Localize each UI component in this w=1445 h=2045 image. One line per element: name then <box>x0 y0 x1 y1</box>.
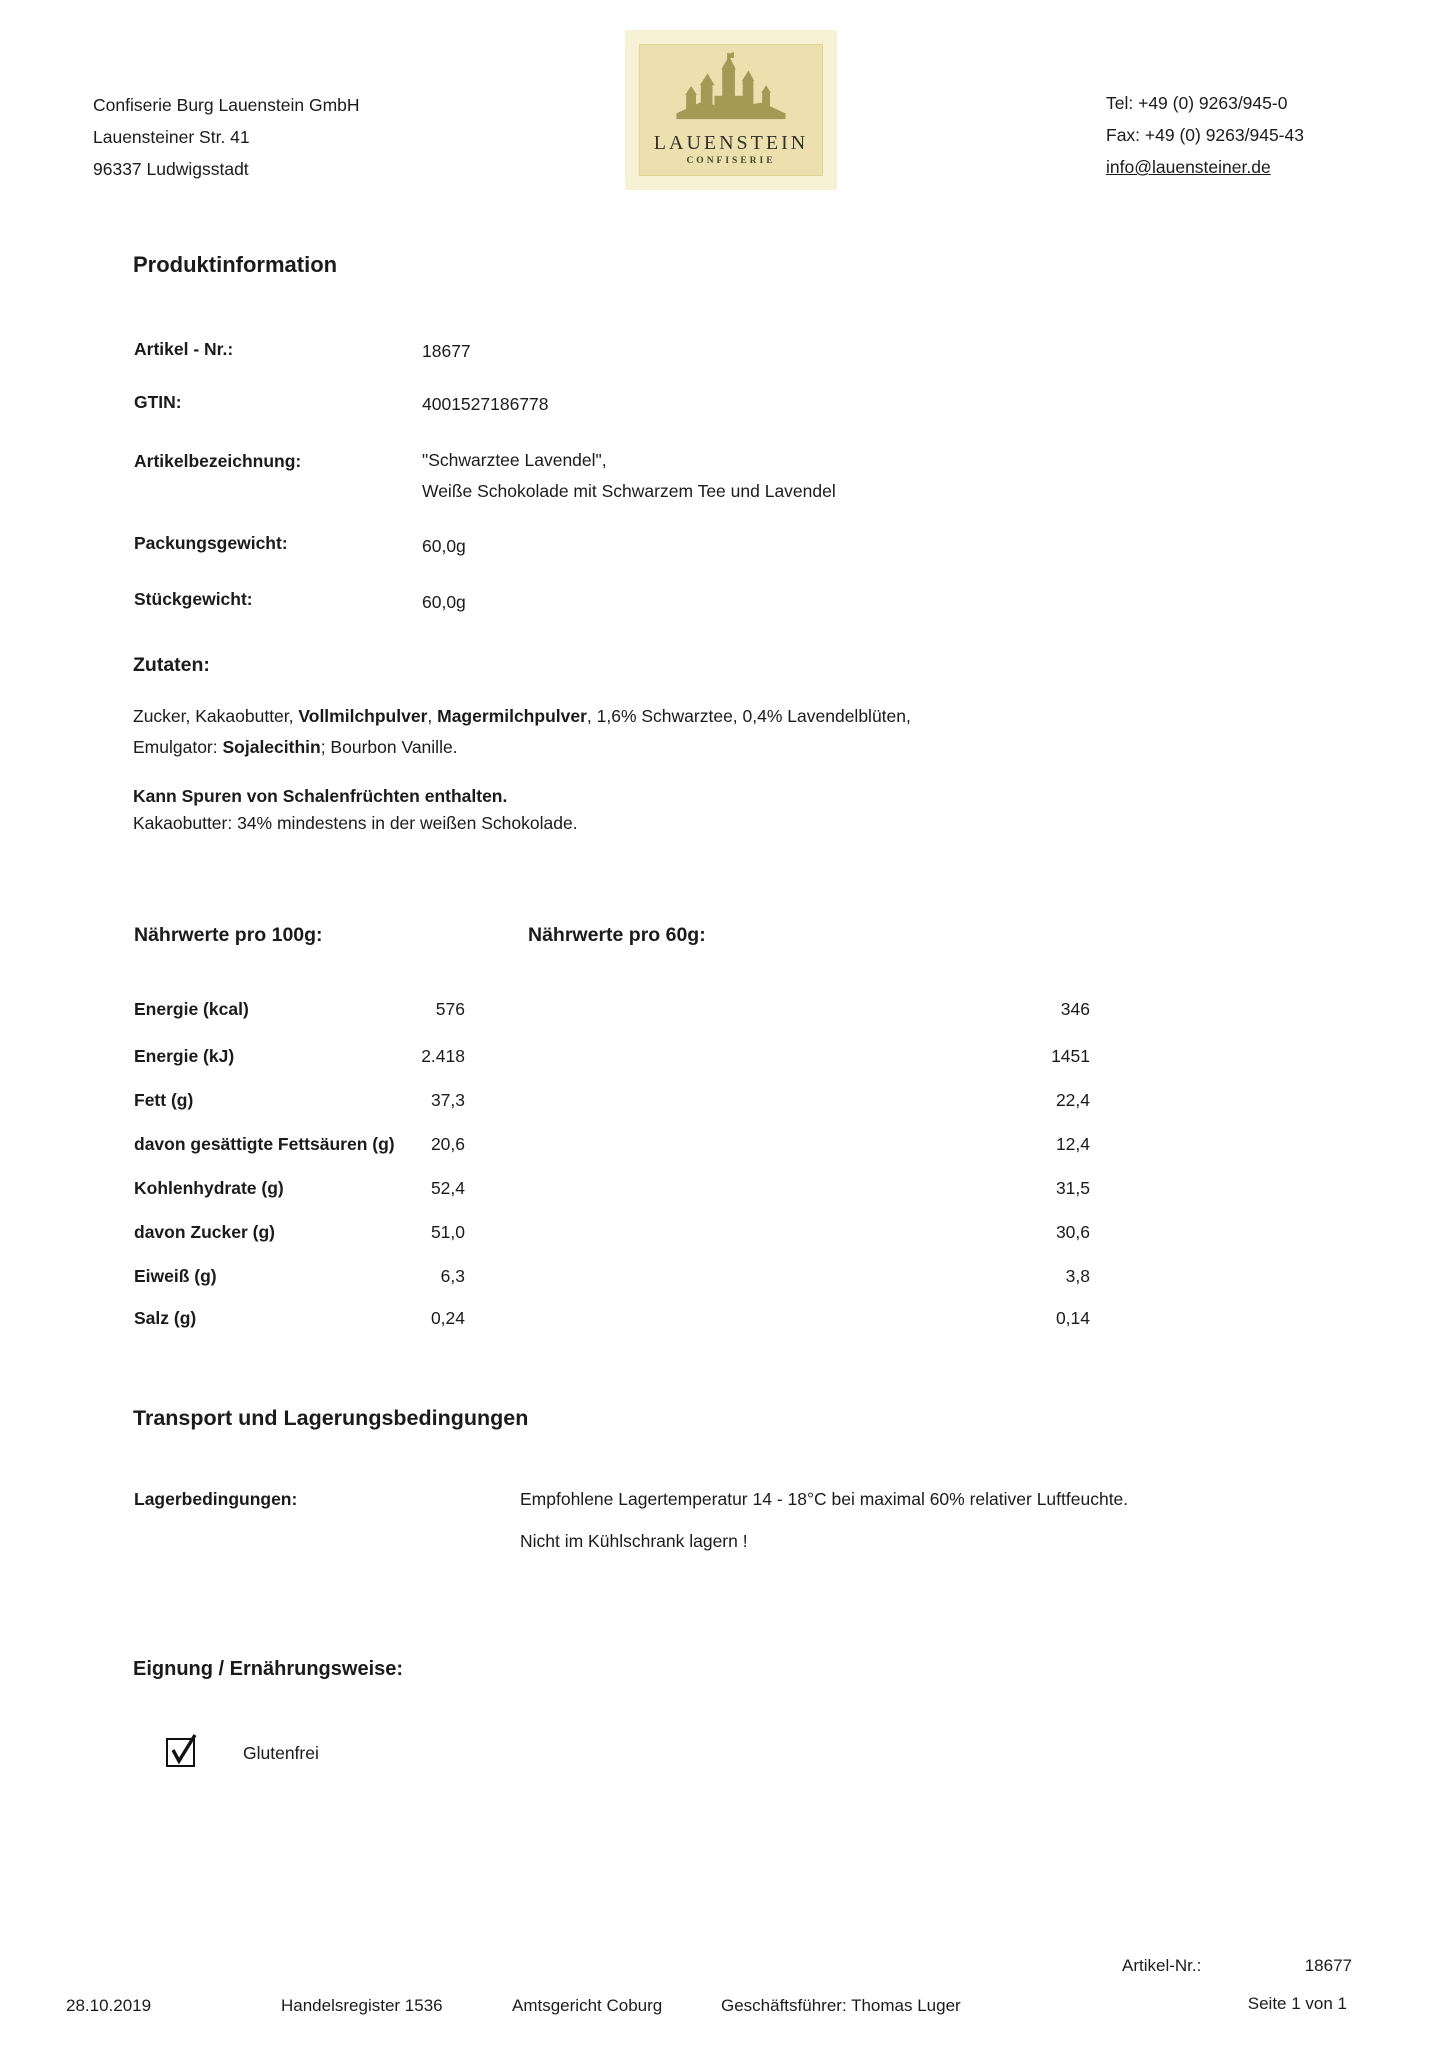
ingredients-heading: Zutaten: <box>133 654 210 676</box>
cocoa-butter-note: Kakaobutter: 34% mindestens in der weißen Schokolade. <box>133 813 578 833</box>
article-number-value: 18677 <box>422 341 471 361</box>
footer-article-label: Artikel-Nr.: <box>1122 1956 1202 1975</box>
footer-court: Amtsgericht Coburg <box>512 1996 663 2015</box>
storage-conditions-label: Lagerbedingungen: <box>134 1489 298 1509</box>
glutenfree-checkbox <box>166 1738 195 1767</box>
ingredients-text: , <box>427 706 438 726</box>
ingredient-bold-whole-milk-powder: Vollmilchpulver <box>298 706 428 726</box>
nutrition-value-per-60g: 1451 <box>1051 1046 1090 1066</box>
company-street: Lauensteiner Str. 41 <box>93 127 250 147</box>
contact-fax: Fax: +49 (0) 9263/945-43 <box>1106 125 1304 145</box>
nutrition-row <box>134 1222 1150 1246</box>
nutrition-row <box>134 1090 1150 1114</box>
glutenfree-label: Glutenfrei <box>243 1743 319 1763</box>
nutrition-label: Energie (kJ) <box>134 1046 235 1066</box>
nutrition-row <box>134 1308 1150 1332</box>
article-name-line2: Weiße Schokolade mit Schwarzem Tee und Lavendel <box>422 481 836 501</box>
nutrition-value-per-60g: 30,6 <box>1055 1222 1090 1242</box>
ingredients-text: Emulgator: <box>133 737 223 757</box>
ingredient-bold-soy-lecithin: Sojalecithin <box>222 737 321 757</box>
suitability-heading: Eignung / Ernährungsweise: <box>133 1658 404 1680</box>
piece-weight-label: Stückgewicht: <box>134 589 253 609</box>
nutrition-value-per-100g: 2.418 <box>421 1046 465 1066</box>
logo-brand-text: LAUENSTEIN <box>653 132 809 154</box>
nutrition-label: Eiweiß (g) <box>134 1266 217 1286</box>
ingredients-text: ; Bourbon Vanille. <box>320 737 458 757</box>
contact-tel: Tel: +49 (0) 9263/945-0 <box>1106 93 1288 113</box>
page-title: Produktinformation <box>133 252 338 277</box>
nutrition-value-per-100g: 20,6 <box>430 1134 465 1154</box>
ingredients-text: , 1,6% Schwarztee, 0,4% Lavendelblüten, <box>586 706 911 726</box>
pack-weight-label: Packungsgewicht: <box>134 533 288 553</box>
company-name: Confiserie Burg Lauenstein GmbH <box>93 95 360 115</box>
nutrition-label: Kohlenhydrate (g) <box>134 1178 284 1198</box>
nutrition-row <box>134 1266 1150 1290</box>
nutrition-value-per-60g: 31,5 <box>1055 1178 1090 1198</box>
nutrition-header-per-60g: Nährwerte pro 60g: <box>528 924 706 946</box>
nutrition-value-per-100g: 0,24 <box>430 1308 465 1328</box>
castle-icon <box>670 51 792 130</box>
ingredient-bold-skimmed-milk-powder: Magermilchpulver <box>437 706 587 726</box>
gtin-value: 4001527186778 <box>422 394 549 414</box>
nutrition-value-per-100g: 52,4 <box>430 1178 465 1198</box>
nutrition-label: Salz (g) <box>134 1308 197 1328</box>
nutrition-row <box>134 1178 1150 1202</box>
storage-conditions-line1: Empfohlene Lagertemperatur 14 - 18°C bei maximal 60% relativer Luftfeuchte. <box>520 1489 1129 1509</box>
nutrition-value-per-60g: 346 <box>1060 999 1090 1019</box>
transport-heading: Transport und Lagerungsbedingungen <box>133 1406 529 1430</box>
footer-article-value: 18677 <box>1304 1956 1352 1975</box>
footer-ceo: Geschäftsführer: Thomas Luger <box>721 1996 961 2015</box>
article-number-label: Artikel - Nr.: <box>134 339 234 359</box>
nutrition-value-per-100g: 576 <box>435 999 465 1019</box>
nutrition-row <box>134 1046 1150 1070</box>
nutrition-value-per-60g: 3,8 <box>1065 1266 1090 1286</box>
footer-page-indicator: Seite 1 von 1 <box>1247 1994 1347 2013</box>
article-name-label: Artikelbezeichnung: <box>134 451 302 471</box>
contact-email-link[interactable]: info@lauensteiner.de <box>1106 157 1271 177</box>
ingredients-text: Zucker, Kakaobutter, <box>133 706 299 726</box>
company-city: 96337 Ludwigsstadt <box>93 159 249 179</box>
logo-plaque <box>639 44 823 176</box>
gtin-label: GTIN: <box>134 392 182 412</box>
logo-subtitle-text: CONFISERIE <box>686 156 776 166</box>
allergen-note: Kann Spuren von Schalenfrüchten enthalten. <box>133 786 508 806</box>
nutrition-value-per-100g: 6,3 <box>440 1266 465 1286</box>
storage-conditions-line2: Nicht im Kühlschrank lagern ! <box>520 1531 748 1551</box>
nutrition-header-per-100g: Nährwerte pro 100g: <box>134 924 323 946</box>
footer-date: 28.10.2019 <box>66 1996 152 2015</box>
nutrition-value-per-100g: 37,3 <box>430 1090 465 1110</box>
nutrition-label: davon Zucker (g) <box>134 1222 275 1242</box>
nutrition-row <box>134 1134 1150 1158</box>
ingredients-line1 <box>133 705 911 727</box>
company-logo <box>625 30 837 190</box>
nutrition-value-per-100g: 51,0 <box>430 1222 465 1242</box>
nutrition-label: Fett (g) <box>134 1090 194 1110</box>
piece-weight-value: 60,0g <box>422 592 466 612</box>
nutrition-value-per-60g: 12,4 <box>1055 1134 1090 1154</box>
nutrition-value-per-60g: 22,4 <box>1055 1090 1090 1110</box>
nutrition-label: Energie (kcal) <box>134 999 249 1019</box>
nutrition-value-per-60g: 0,14 <box>1055 1308 1090 1328</box>
nutrition-row <box>134 999 1150 1023</box>
nutrition-label: davon gesättigte Fettsäuren (g) <box>134 1134 395 1154</box>
ingredients-line2 <box>133 736 458 758</box>
footer-register: Handelsregister 1536 <box>281 1996 443 2015</box>
article-name-line1: "Schwarztee Lavendel", <box>422 450 607 470</box>
pack-weight-value: 60,0g <box>422 536 466 556</box>
